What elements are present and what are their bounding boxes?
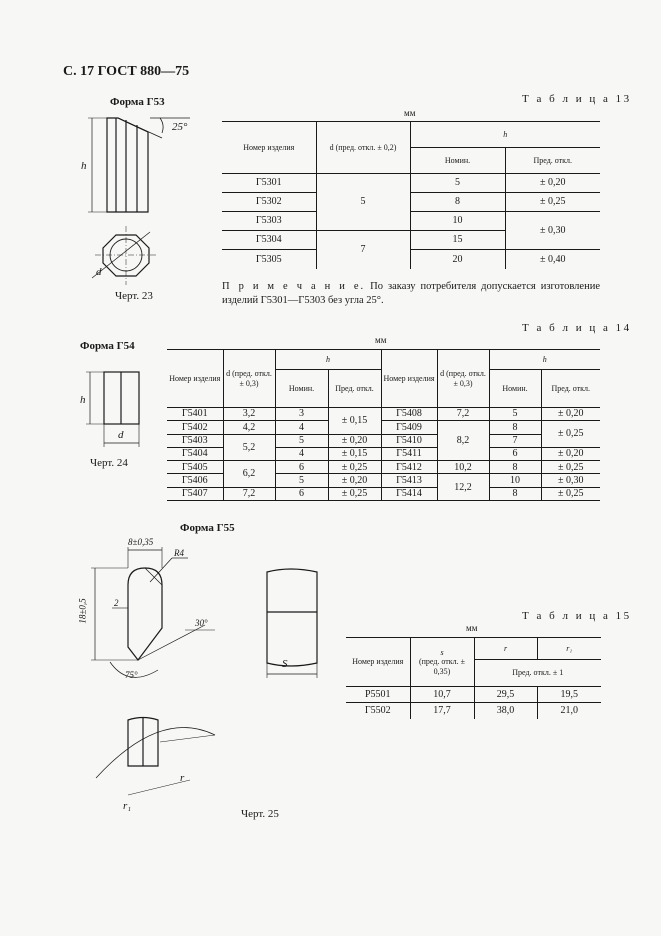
t15-cell: Г5502 [346,703,410,719]
t13-head-d: d (пред. откл. ± 0,2) [316,122,410,174]
t15-cell: 38,0 [474,703,537,719]
t14-cell: Г5409 [381,421,437,434]
t13-cell: Г5302 [222,193,316,212]
t13-cell: 10 [410,212,505,231]
t15-cell: 19,5 [560,688,578,700]
t13-cell: 8 [410,193,505,212]
t15-head-s-symbol: s [440,648,444,658]
t14-head-tol: Пред. откл. [551,383,591,393]
t14-head-num: Номер изделия [167,350,223,408]
t14-cell: Г5402 [167,421,223,434]
g55-r1-label: r₁ [123,800,132,812]
t14-head-h: h [275,350,381,370]
t13-cell: ± 0,40 [505,250,600,269]
t13-cell: 5 [316,174,410,231]
t13-cell: Г5305 [222,250,316,269]
chert-23: Черт. 23 [115,290,153,302]
t15-head-r: r [474,638,537,660]
t13-cell: Г5301 [222,174,316,193]
t14-cell: 8 [489,487,541,500]
t13-cell: 15 [410,231,505,250]
t13-cell: ± 0,20 [540,177,566,189]
t14-cell: Г5404 [167,447,223,460]
t15-head-s-tol: (пред. откл. ± 0,35) [418,657,466,676]
t14-cell: 3,2 [223,408,275,421]
t13-cell: 7 [316,231,410,269]
t14-cell: ± 0,20 [328,474,381,487]
t14-cell: Г5414 [381,487,437,500]
t15-cell: 10,7 [410,687,474,703]
t14-cell: 4 [275,421,328,434]
t13-cell: 5 [410,174,505,193]
t14-cell: 7 [489,434,541,447]
t14-cell: 10 [489,474,541,487]
g53-h-label: h [81,160,87,172]
t14-head-nom: Номин. [275,370,328,408]
t14-head-nom: Номин. [489,370,541,408]
t13-head-nom: Номин. [410,148,505,174]
t14-cell: 7,2 [437,408,489,421]
t14-cell: 7,2 [223,487,275,500]
t13-cell: ± 0,30 [540,224,566,236]
t13-cell: 20 [410,250,505,269]
t14-cell: Г5403 [167,434,223,447]
t14-cell: 8,2 [437,421,489,461]
t13-head-num: Номер изделия [222,122,316,174]
g55-two-label: 2 [114,598,119,608]
t14-cell: ± 0,30 [558,474,584,486]
t14-cell: 6 [275,487,328,500]
t14-cell: ± 0,25 [558,461,584,473]
t14-cell: ± 0,20 [558,408,584,420]
t14-cell: Г5408 [381,408,437,421]
g55-angle30-label: 30° [195,618,208,628]
t14-cell: 12,2 [437,474,489,501]
t15-head-tol: Пред. откл. ± 1 [512,668,564,678]
t15-head-r1: r₁ [537,638,601,660]
g55-angle75-label: 75° [125,670,138,680]
t14-cell: Г5405 [167,461,223,474]
t14-cell: 3 [275,408,328,421]
t14-cell: ± 0,25 [558,488,584,500]
t14-cell: Г5410 [381,434,437,447]
t14-cell: 8 [489,421,541,434]
t14-cell: 5,2 [223,434,275,461]
table13-unit: мм [404,108,416,118]
t14-cell: Г5411 [381,447,437,460]
g55-height-label: 18±0,5 [77,598,88,624]
table13-caption: Т а б л и ц а 13 [522,93,632,105]
g54-h-label: h [80,394,86,406]
t14-cell: ± 0,20 [328,434,381,447]
t14-head-d: d (пред. откл. ± 0,3) [223,350,275,408]
g53-angle-label: 25° [172,121,188,133]
t13-head-tol: Пред. откл. [533,155,573,165]
t14-cell: ± 0,20 [558,448,584,460]
chert-25: Черт. 25 [241,808,279,820]
t14-head-num: Номер изделия [381,350,437,408]
page-header: С. 17 ГОСТ 880—75 [63,64,190,79]
t14-cell: ± 0,25 [541,421,600,448]
t15-cell: 21,0 [560,705,578,716]
t13-head-h: h [410,122,600,148]
t14-head-tol: Пред. откл. [328,370,381,408]
t15-head-num: Номер изделия [346,638,410,687]
t14-cell: 6 [489,447,541,460]
t13-cell: Г5304 [222,231,316,250]
t14-cell: ± 0,25 [328,461,381,474]
table14-unit: мм [375,335,387,345]
t14-cell: Г5412 [381,461,437,474]
chert-24: Черт. 24 [90,457,128,469]
table15-caption: Т а б л и ц а 15 [522,610,632,622]
t14-cell: 4,2 [223,421,275,434]
t15-cell: 29,5 [474,687,537,703]
g53-d-label: d [96,266,102,278]
g55-r-label: r [180,772,185,784]
t14-cell: ± 0,15 [328,447,381,460]
t14-cell: ± 0,25 [328,487,381,500]
t14-head-h: h [489,350,600,370]
t14-cell: 4 [275,447,328,460]
t14-cell: 5 [275,434,328,447]
t14-head-d: d (пред. откл. ± 0,3) [437,350,489,408]
t14-cell: 6 [275,461,328,474]
table14-caption: Т а б л и ц а 14 [522,322,632,334]
t14-cell: 5 [489,408,541,421]
t14-cell: Г5407 [167,487,223,500]
t14-cell: 10,2 [437,461,489,474]
form-g53-label: Форма Г53 [110,96,165,108]
t15-cell: 17,7 [410,703,474,719]
g55-s-label: S [282,658,288,670]
note-title: П р и м е ч а н и е. [222,281,366,292]
t14-cell: Г5406 [167,474,223,487]
t13-cell: ± 0,25 [540,196,566,208]
table15-unit: мм [466,623,478,633]
t13-cell: Г5303 [222,212,316,231]
t14-cell: ± 0,15 [328,408,381,435]
t14-cell: 5 [275,474,328,487]
t14-cell: Г5401 [167,408,223,421]
t14-cell: Г5413 [381,474,437,487]
t15-head-s [410,638,474,687]
t14-cell: 6,2 [223,461,275,488]
form-g54-label: Форма Г54 [80,340,135,352]
form-g55-label: Форма Г55 [180,522,235,534]
t15-cell: Р5501 [346,687,410,703]
g55-width-label: 8±0,35 [128,537,154,547]
g54-d-label: d [118,429,124,441]
g55-radius-label: R4 [174,548,184,558]
note-text: По заказу потребителя допускается изготовление изделий Г5301—Г5303 без угла 25°. [222,281,600,306]
table-15 [346,637,601,719]
t14-cell: 8 [489,461,541,474]
